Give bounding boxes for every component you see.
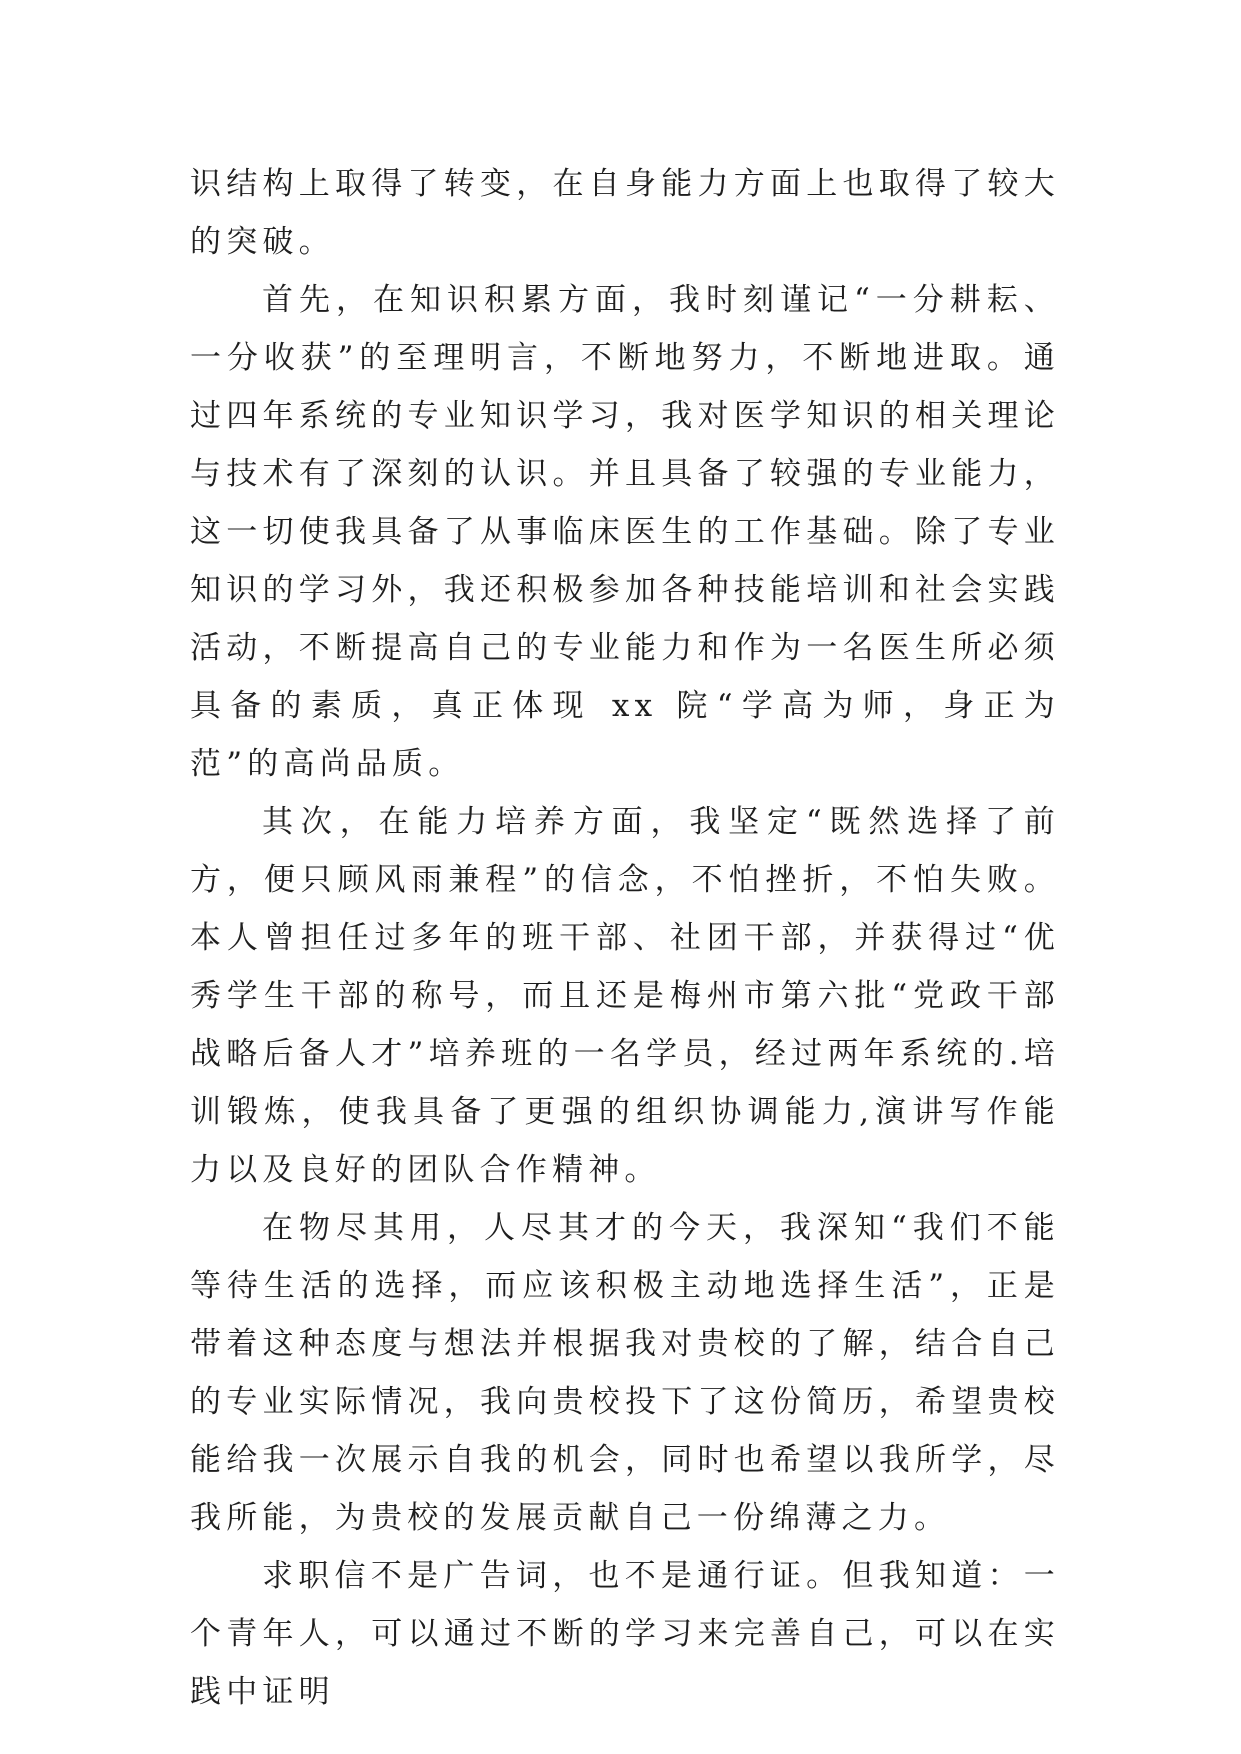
paragraph-closing: 求职信不是广告词，也不是通行证。但我知道：一个青年人，可以通过不断的学习来完善自己，可以在实践中证明 bbox=[190, 1558, 1060, 1710]
paragraph-application: 在物尽其用，人尽其才的今天，我深知“我们不能等待生活的选择，而应该积极主动地选择生活”，正是带着这种态度与想法并根据我对贵校的了解，结合自己的专业实际情况，我向贵校投下了这份简历，希望贵校能给我一次展示自我的机会，同时也希望以我所学，尽我所能，为贵校的发展贡献自己一份绵薄之力。 bbox=[190, 1210, 1060, 1536]
paragraph-continuation: 识结构上取得了转变，在自身能力方面上也取得了较大的突破。 bbox=[190, 166, 1060, 260]
paragraph-knowledge: 首先，在知识积累方面，我时刻谨记“一分耕耘、一分收获”的至理明言，不断地努力，不断地进取。通过四年系统的专业知识学习，我对医学知识的相关理论与技术有了深刻的认识。并且具备了较强的专业能力，这一切使我具备了从事临床医生的工作基础。除了专业知识的学习外，我还积极参加各种技能培训和社会实践活动，不断提高自己的专业能力和作为一名医生所必须具备的素质，真正体现 xx 院“学高为师，身正为范”的高尚品质。 bbox=[190, 282, 1060, 782]
document-body bbox=[190, 155, 1060, 1721]
paragraph-ability: 其次，在能力培养方面，我坚定“既然选择了前方，便只顾风雨兼程”的信念，不怕挫折，不怕失败。本人曾担任过多年的班干部、社团干部，并获得过“优秀学生干部的称号，而且还是梅州市第六批“党政干部战略后备人才”培养班的一名学员，经过两年系统的.培训锻炼，使我具备了更强的组织协调能力,演讲写作能力以及良好的团队合作精神。 bbox=[190, 804, 1060, 1188]
